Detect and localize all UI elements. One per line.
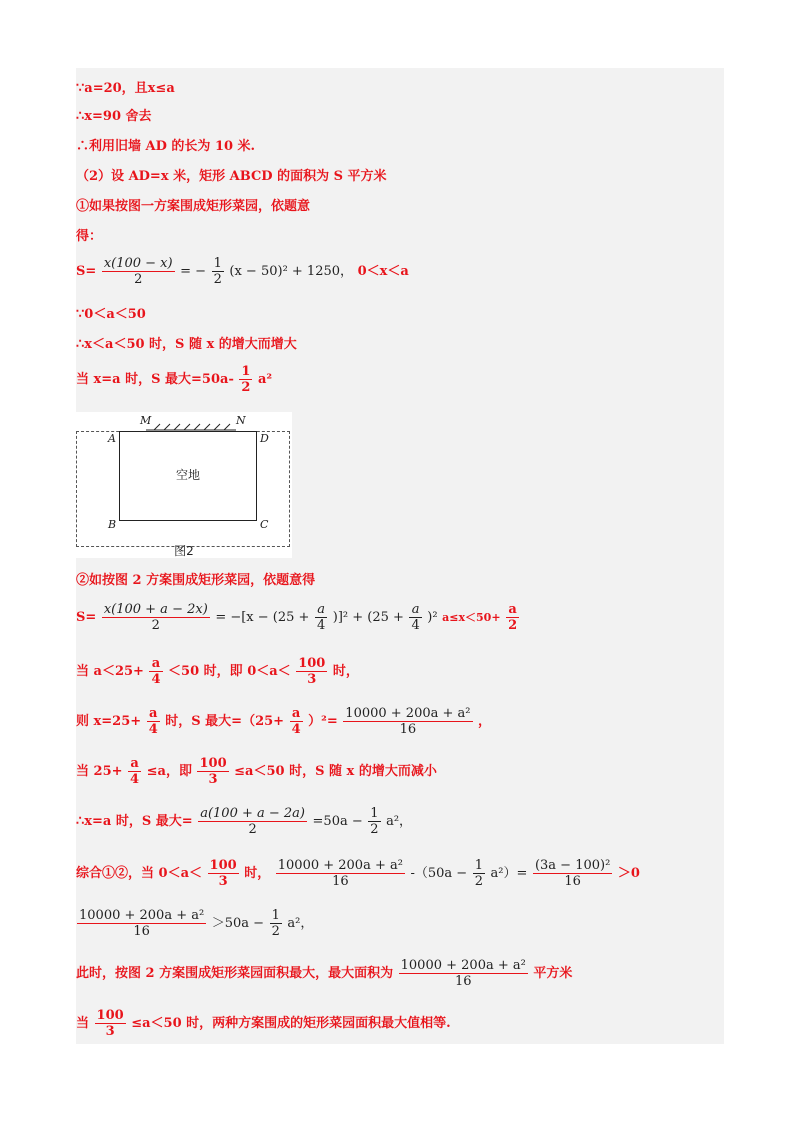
fraction: $\frac{a}{4}$	[130, 756, 140, 787]
label-m: M	[140, 414, 152, 427]
formula-line: 则 x=25+ $\frac{a}{4}$ 时，S 最大=（25+ $\frac{a}{4}$ ）²= $\frac{\text{10000 + 200a + a²}}{16}$ ，	[76, 706, 492, 737]
fraction: $\frac{1}{2}$	[370, 806, 379, 837]
label-b: B	[108, 518, 117, 531]
text-line: ∵0＜a＜50	[76, 307, 146, 322]
formula-line: 当 $\frac{100}{3}$ ≤a＜50 时，两种方案围成的矩形菜园面积最大值相等.	[76, 1008, 451, 1039]
label-d: D	[260, 432, 269, 445]
fraction: $\frac{100}{3}$	[199, 756, 227, 787]
fraction: $\frac{a}{4}$	[148, 706, 158, 737]
fraction: $\frac{\text{10000 + 200a + a²}}{16}$	[277, 858, 403, 889]
empty-land-label: 空地	[175, 468, 200, 482]
garden-rectangle	[119, 431, 257, 521]
formula-line: ∴x=a 时，S 最大= $\frac{a(100 + a - 2a)}{2}$ =50a − $\frac{1}{2}$ a²，	[76, 806, 413, 837]
text-line: ②如按图 2 方案围成矩形菜园，依题意得	[76, 573, 316, 588]
text-line: ∴x＜a＜50 时，S 随 x 的增大而增大	[76, 337, 297, 352]
fraction: $\frac{\text{10000 + 200a + a²}}{16}$	[345, 706, 471, 737]
figure-caption: 图2	[174, 544, 194, 558]
text-line: ∴利用旧墙 AD 的长为 10 米.	[76, 139, 256, 154]
formula-line: S= $\frac{x(100 + a - 2x)}{2}$ = −[x − (25 + $\frac{a}{4}$ )]² + (25 + $\frac{a}{4}$ )² a≤x＜50+ $\frac{a}{2}$	[76, 602, 518, 633]
formula-line: 当 x=a 时，S 最大=50a- $\frac{1}{2}$ a²	[76, 364, 273, 395]
fraction: $\frac{\text{(3a − 100)²}}{16}$	[534, 858, 611, 889]
fraction: $\frac{a}{4}$	[316, 602, 326, 633]
fraction: $\frac{1}{2}$	[474, 858, 484, 889]
fraction: $\frac{x(100 + a - 2x)}{2}$	[103, 602, 208, 633]
fraction: $\frac{1}{2}$	[271, 908, 280, 939]
label-a: A	[108, 432, 116, 445]
text-line: ∵a=20，且x≤a	[76, 81, 175, 96]
fraction: $\frac{a}{4}$	[291, 706, 301, 737]
text-line: ∴x=90 舍去	[76, 109, 152, 124]
fraction: $\frac{1}{2}$	[241, 364, 251, 395]
formula-line: 当 a＜25+ $\frac{a}{4}$ ＜50 时，即 0＜a＜ $\frac{100}{3}$ 时，	[76, 656, 359, 687]
formula-line: $\frac{\text{10000 + 200a + a²}}{16}$ ＞50a − $\frac{1}{2}$ a²，	[79, 908, 314, 939]
fraction: $\frac{a(100 + a - 2a)}{2}$	[200, 806, 305, 837]
fraction: $\frac{a}{4}$	[151, 656, 161, 687]
label-n: N	[236, 414, 246, 427]
text-line: （2）设 AD=x 米，矩形 ABCD 的面积为 S 平方米	[76, 169, 387, 184]
fraction: $\frac{100}{3}$	[298, 656, 326, 687]
fraction: $\frac{a}{4}$	[411, 602, 420, 633]
formula-line: 此时，按图 2 方案围成矩形菜园面积最大，最大面积为 $\frac{\text{10000 + 200a + a²}}{16}$ 平方米	[76, 958, 573, 989]
formula-line: 综合①②，当 0＜a＜ $\frac{100}{3}$ 时， $\frac{\text{10000 + 200a + a²}}{16}$ -（50a − $\frac{1}{2}$ a²）= $\frac{\text{(3a − 100)²}}{16}$ ＞0	[76, 858, 640, 889]
text-line: 得：	[76, 229, 103, 244]
formula-line: S= $\frac{x(100 - x)}{2}$ = − $\frac{1}{2}$ (x − 50)² + 1250， 0＜x＜a	[76, 256, 409, 287]
fraction: $\frac{x(100 - x)}{2}$	[103, 256, 173, 287]
text-line: ①如果按图一方案围成矩形菜园，依题意	[76, 199, 311, 214]
fraction: $\frac{\text{10000 + 200a + a²}}{16}$	[79, 908, 205, 939]
label-c: C	[260, 518, 269, 531]
fraction: $\frac{a}{2}$	[508, 602, 518, 633]
fraction: $\frac{\text{10000 + 200a + a²}}{16}$	[400, 958, 526, 989]
formula-line: 当 25+ $\frac{a}{4}$ ≤a，即 $\frac{100}{3}$ ≤a＜50 时，S 随 x 的增大而减小	[76, 756, 437, 787]
fraction: $\frac{100}{3}$	[96, 1008, 124, 1039]
fraction: $\frac{1}{2}$	[213, 256, 222, 287]
fraction: $\frac{100}{3}$	[209, 858, 237, 889]
figure-2	[76, 412, 292, 558]
